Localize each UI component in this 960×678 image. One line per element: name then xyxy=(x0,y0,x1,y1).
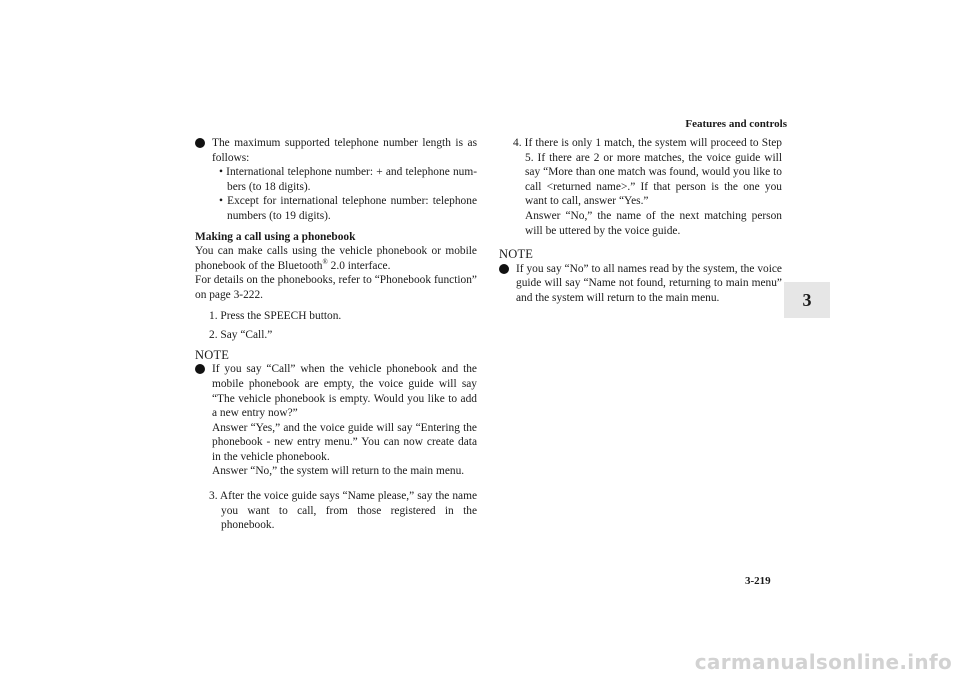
intro-text: You can make calls using the vehicle phonebook or mobile phonebook of the Bluetooth xyxy=(195,245,477,272)
note-label: NOTE xyxy=(499,247,534,262)
chapter-tab xyxy=(784,282,830,318)
step-4: 4. If there is only 1 match, the system will proceed to Step 5. If there are 2 or more matches, the voice guide will say “More than one match was found, would you like to call <returned name>.” If that person is the one you want to call, answer “Yes.” xyxy=(513,137,782,208)
note-text: Answer “No,” the system will return to the main menu. xyxy=(212,465,465,478)
left-column xyxy=(195,136,477,533)
bullet-max-number-length xyxy=(195,136,477,224)
note-text: If you say “Call” when the vehicle phonebook and the mobile phonebook are empty, the voice guide will say “The vehicle phonebook is empty. Would you like to add a new entry now?” xyxy=(212,363,477,420)
note-text: Answer “Yes,” and the voice guide will say “Entering the phonebook - new entry menu.” You can now create data in the vehicle phonebook. xyxy=(212,421,477,463)
right-column xyxy=(499,136,782,306)
step-1: 1. Press the SPEECH button. xyxy=(209,309,342,322)
note-label: NOTE xyxy=(195,347,230,362)
bullet-icon xyxy=(195,138,205,148)
bullet-lead: The maximum supported telephone number length is as follows: xyxy=(212,137,477,164)
section-heading: Making a call using a phonebook xyxy=(195,230,356,243)
reference-paragraph: For details on the phonebooks, refer to “Phonebook function” on page 3-222. xyxy=(195,274,477,301)
registered-mark: ® xyxy=(322,257,328,266)
intro-text-end: 2.0 interface. xyxy=(327,259,391,272)
bullet-icon xyxy=(499,264,509,274)
note-bullet xyxy=(195,362,477,479)
watermark: carmanualsonline.info xyxy=(694,650,952,674)
step-2: 2. Say “Call.” xyxy=(209,329,273,342)
page-header-title: Features and controls xyxy=(685,118,787,130)
note-bullet xyxy=(499,262,782,306)
step-3: 3. After the voice guide says “Name please,” say the name you want to call, from those registered in the phonebook. xyxy=(209,490,477,532)
bullet-icon xyxy=(195,364,205,374)
note-text: If you say “No” to all names read by the system, the voice guide will say “Name not found, returning to main menu” and the system will return to the main menu. xyxy=(516,262,782,304)
step-4-continued: Answer “No,” the name of the next matching person will be uttered by the voice guide. xyxy=(525,209,782,237)
bullet-subitem: • Except for international telephone number: telephone numbers (to 19 digits). xyxy=(219,195,477,222)
page-number: 3-219 xyxy=(745,575,771,587)
intro-paragraph xyxy=(195,244,477,273)
bullet-subitem: • International telephone number: + and telephone num-bers (to 18 digits). xyxy=(219,166,477,193)
chapter-number: 3 xyxy=(802,289,812,310)
